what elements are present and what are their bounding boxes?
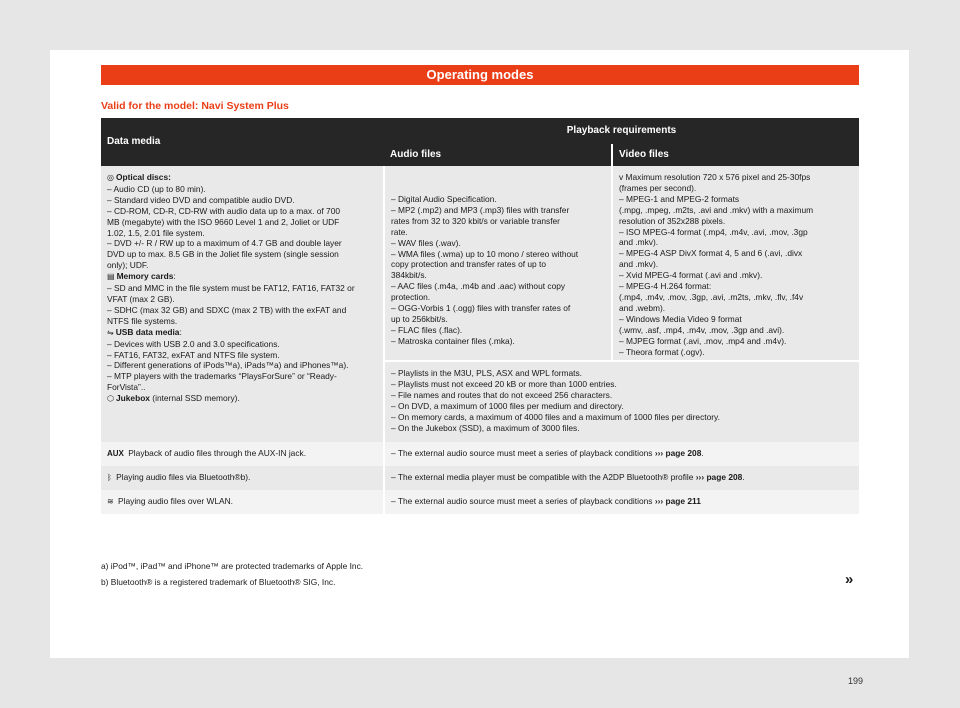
text-line: – Standard video DVD and compatible audio DVD. — [107, 194, 295, 205]
aux-row-label: AUX Playback of audio files through the AUX-IN jack. — [101, 442, 384, 466]
text-line: – FAT16, FAT32, exFAT and NTFS file system. — [107, 349, 280, 360]
continue-icon: » — [845, 571, 854, 588]
text-line: – Audio CD (up to 80 min). — [107, 183, 206, 194]
bt-row-label: ᛒ Playing audio files via Bluetooth®b). — [101, 466, 384, 490]
text-line: (.wmv, .asf, .mp4, .m4v, .mov, .3gp and .avi). — [619, 324, 785, 335]
bt-row-requirement: – The external media player must be compatible with the A2DP Bluetooth® profile ››› page 208. — [384, 466, 859, 490]
footnote-b: b) Bluetooth® is a registered trademark of Bluetooth® SIG, Inc. — [101, 577, 336, 587]
text-line: – Playlists must not exceed 20 kB or more than 1000 entries. — [391, 379, 617, 390]
text-line: – MP2 (.mp2) and MP3 (.mp3) files with transfer — [391, 204, 570, 215]
disc-icon: ◎ — [107, 173, 114, 182]
col-header-audio: Audio files — [384, 144, 612, 166]
text-line: – DVD +/- R / RW up to a maximum of 4.7 GB and double layer — [107, 238, 342, 249]
text-line: and .mkv). — [619, 259, 659, 270]
text-line: and .webm). — [619, 302, 666, 313]
text-line: – AAC files (.m4a, .m4b and .aac) without copy — [391, 281, 566, 292]
text-line: – CD-ROM, CD-R, CD-RW with audio data up to a max. of 700 — [107, 205, 341, 216]
text-line: VFAT (max 2 GB). — [107, 293, 175, 304]
text-line: – MTP players with the trademarks “PlaysForSure” or “Ready- — [107, 371, 337, 382]
jukebox-title: Jukebox — [115, 393, 150, 404]
text-line: rate. — [391, 226, 408, 237]
wlan-row-label: ≋ Playing audio files over WLAN. — [101, 490, 384, 514]
page-ref-link[interactable]: ››› page 208 — [654, 447, 702, 458]
text-line: – Matroska container files (.mka). — [391, 335, 515, 346]
col-header-video: Video files — [612, 144, 859, 166]
text-line: – File names and routes that do not exceed 256 characters. — [391, 390, 613, 401]
playlist-lines — [391, 368, 853, 433]
text-line: resolution of 352x288 pixels. — [619, 215, 726, 226]
memory-title: Memory cards — [116, 271, 174, 282]
col-header-data-media: Data media — [101, 118, 384, 166]
text-line: – OGG-Vorbis 1 (.ogg) files with transfer rates of — [391, 303, 571, 314]
text-line: – WAV files (.wav). — [391, 237, 461, 248]
aux-row-requirement: – The external audio source must meet a series of playback conditions ››› page 208. — [384, 442, 859, 466]
text-line: MB (megabyte) with the ISO 9660 Level 1 and 2, Joliet or UDF — [107, 216, 340, 227]
optical-lines — [107, 184, 377, 271]
text-line: 384kbit/s. — [391, 270, 427, 281]
audio-lines — [391, 194, 605, 347]
text-line: (.mp4, .m4v, .mov, .3gp, .avi, .m2ts, .mkv, .flv, .f4v — [619, 291, 804, 302]
text-line: – Theora format (.ogv). — [619, 346, 705, 357]
audio-files-cell — [384, 166, 612, 361]
page-ref-link[interactable]: ››› page 211 — [654, 495, 701, 506]
col-header-playback: Playback requirements — [384, 118, 859, 144]
memory-lines — [107, 283, 377, 327]
page-ref-link[interactable]: ››› page 208 — [695, 471, 743, 482]
jukebox-desc: (internal SSD memory). — [149, 393, 240, 404]
text-line: (.mpg, .mpeg, .m2ts, .avi and .mkv) with a maximum — [619, 204, 814, 215]
text-line: copy protection and transfer rates of up to — [391, 259, 547, 270]
text-line: NTFS file systems. — [107, 315, 178, 326]
text-line: – On DVD, a maximum of 1000 files per medium and directory. — [391, 401, 624, 412]
text-line: – MPEG-4 ASP DivX format 4, 5 and 6 (.avi, .divx — [619, 248, 803, 259]
text-line: rates from 32 to 320 kbit/s or variable transfer — [391, 215, 560, 226]
text-line: – WMA files (.wma) up to 10 mono / stereo without — [391, 248, 579, 259]
bluetooth-icon: ᛒ — [107, 472, 112, 482]
optical-title: Optical discs: — [115, 172, 171, 182]
text-line: 1.02, 1.5, 2.01 file system. — [107, 227, 205, 238]
video-files-cell — [612, 166, 859, 361]
page-number: 199 — [848, 676, 864, 686]
text-line: protection. — [391, 292, 431, 303]
model-validity-note: Valid for the model: Navi System Plus — [101, 100, 289, 112]
data-media-cell: ◎ Optical discs: – Audio CD (up to 80 min). – Standard video DVD and compatible audio DVD. – CD-ROM, CD-R, CD-RW with audio data up to a max. of 700 MB (megabyte) with the ISO 9660 Level 1 and 2, Joliet or UDF 1.02, 1.5, 2.01 file system. – DVD +/- R / RW up to a maximum of 4.7 GB and double layer DVD up to max. 8.5 GB in the Joliet file system (single session only); UDF. ▤ Memory cards: – SD and MMC in the file system must be FAT12, FAT16, FAT32 or VFAT (max 2 GB). – SDHC (max 32 GB) and SDXC (max 2 TB) with the exFAT and NTFS file systems. ⇋ USB data media: – Devices with USB 2.0 and 3.0 specifications. – FAT16, FAT32, exFAT and NTFS file system. – Different generations of iPods™a), iPads™a) and iPhones™a). – MTP players with the trademarks “PlaysForSure” or “Ready- ForVista”.. ⬡ Jukebox (internal SSD memory). — [101, 166, 384, 442]
jukebox-icon: ⬡ — [107, 394, 114, 404]
text-line: – MJPEG format (.avi, .mov, .mp4 and .m4v). — [619, 335, 787, 346]
usb-title: USB data media — [115, 326, 180, 337]
text-line: – Windows Media Video 9 format — [619, 313, 742, 324]
footnote-a: a) iPod™, iPad™ and iPhone™ are protected trademarks of Apple Inc. — [101, 561, 364, 571]
playback-requirements-table — [101, 118, 859, 514]
usb-icon: ⇋ — [107, 327, 114, 337]
aux-icon: AUX — [107, 448, 124, 458]
text-line: (frames per second). — [619, 182, 697, 193]
text-line: and .mkv). — [619, 237, 659, 248]
text-line: – MPEG-4 H.264 format: — [619, 281, 712, 292]
text-line: – FLAC files (.flac). — [391, 324, 463, 335]
playlist-cell — [384, 361, 859, 441]
usb-lines — [107, 339, 377, 394]
text-line: DVD up to max. 8.5 GB in the Joliet file system (single session — [107, 249, 339, 260]
wifi-icon: ≋ — [107, 496, 114, 506]
text-line: v Maximum resolution 720 x 576 pixel and 25-30fps — [619, 172, 811, 182]
text-line: – Playlists in the M3U, PLS, ASX and WPL formats. — [391, 368, 582, 379]
text-line: – On memory cards, a maximum of 4000 files and a maximum of 1000 files per directory. — [391, 412, 720, 423]
section-header: Operating modes — [101, 65, 859, 85]
text-line: – Different generations of iPods™a), iPads™a) and iPhones™a). — [107, 360, 349, 371]
text-line: – Digital Audio Specification. — [391, 194, 497, 204]
text-line: ForVista”.. — [107, 382, 146, 393]
text-line: – On the Jukebox (SSD), a maximum of 3000 files. — [391, 422, 580, 433]
text-line: only); UDF. — [107, 260, 149, 271]
text-line: – Xvid MPEG-4 format (.avi and .mkv). — [619, 270, 763, 281]
wlan-row-requirement: – The external audio source must meet a series of playback conditions ››› page 211 — [384, 490, 859, 514]
text-line: – SD and MMC in the file system must be FAT12, FAT16, FAT32 or — [107, 283, 355, 294]
text-line: – MPEG-1 and MPEG-2 formats — [619, 193, 740, 204]
text-line: up to 256kbit/s. — [391, 313, 448, 324]
text-line: – ISO MPEG-4 format (.mp4, .m4v, .avi, .mov, .3gp — [619, 226, 808, 237]
memory-card-icon: ▤ — [107, 272, 115, 282]
text-line: – Devices with USB 2.0 and 3.0 specifications. — [107, 338, 280, 349]
text-line: – SDHC (max 32 GB) and SDXC (max 2 TB) with the exFAT and — [107, 304, 347, 315]
video-lines — [619, 172, 853, 357]
